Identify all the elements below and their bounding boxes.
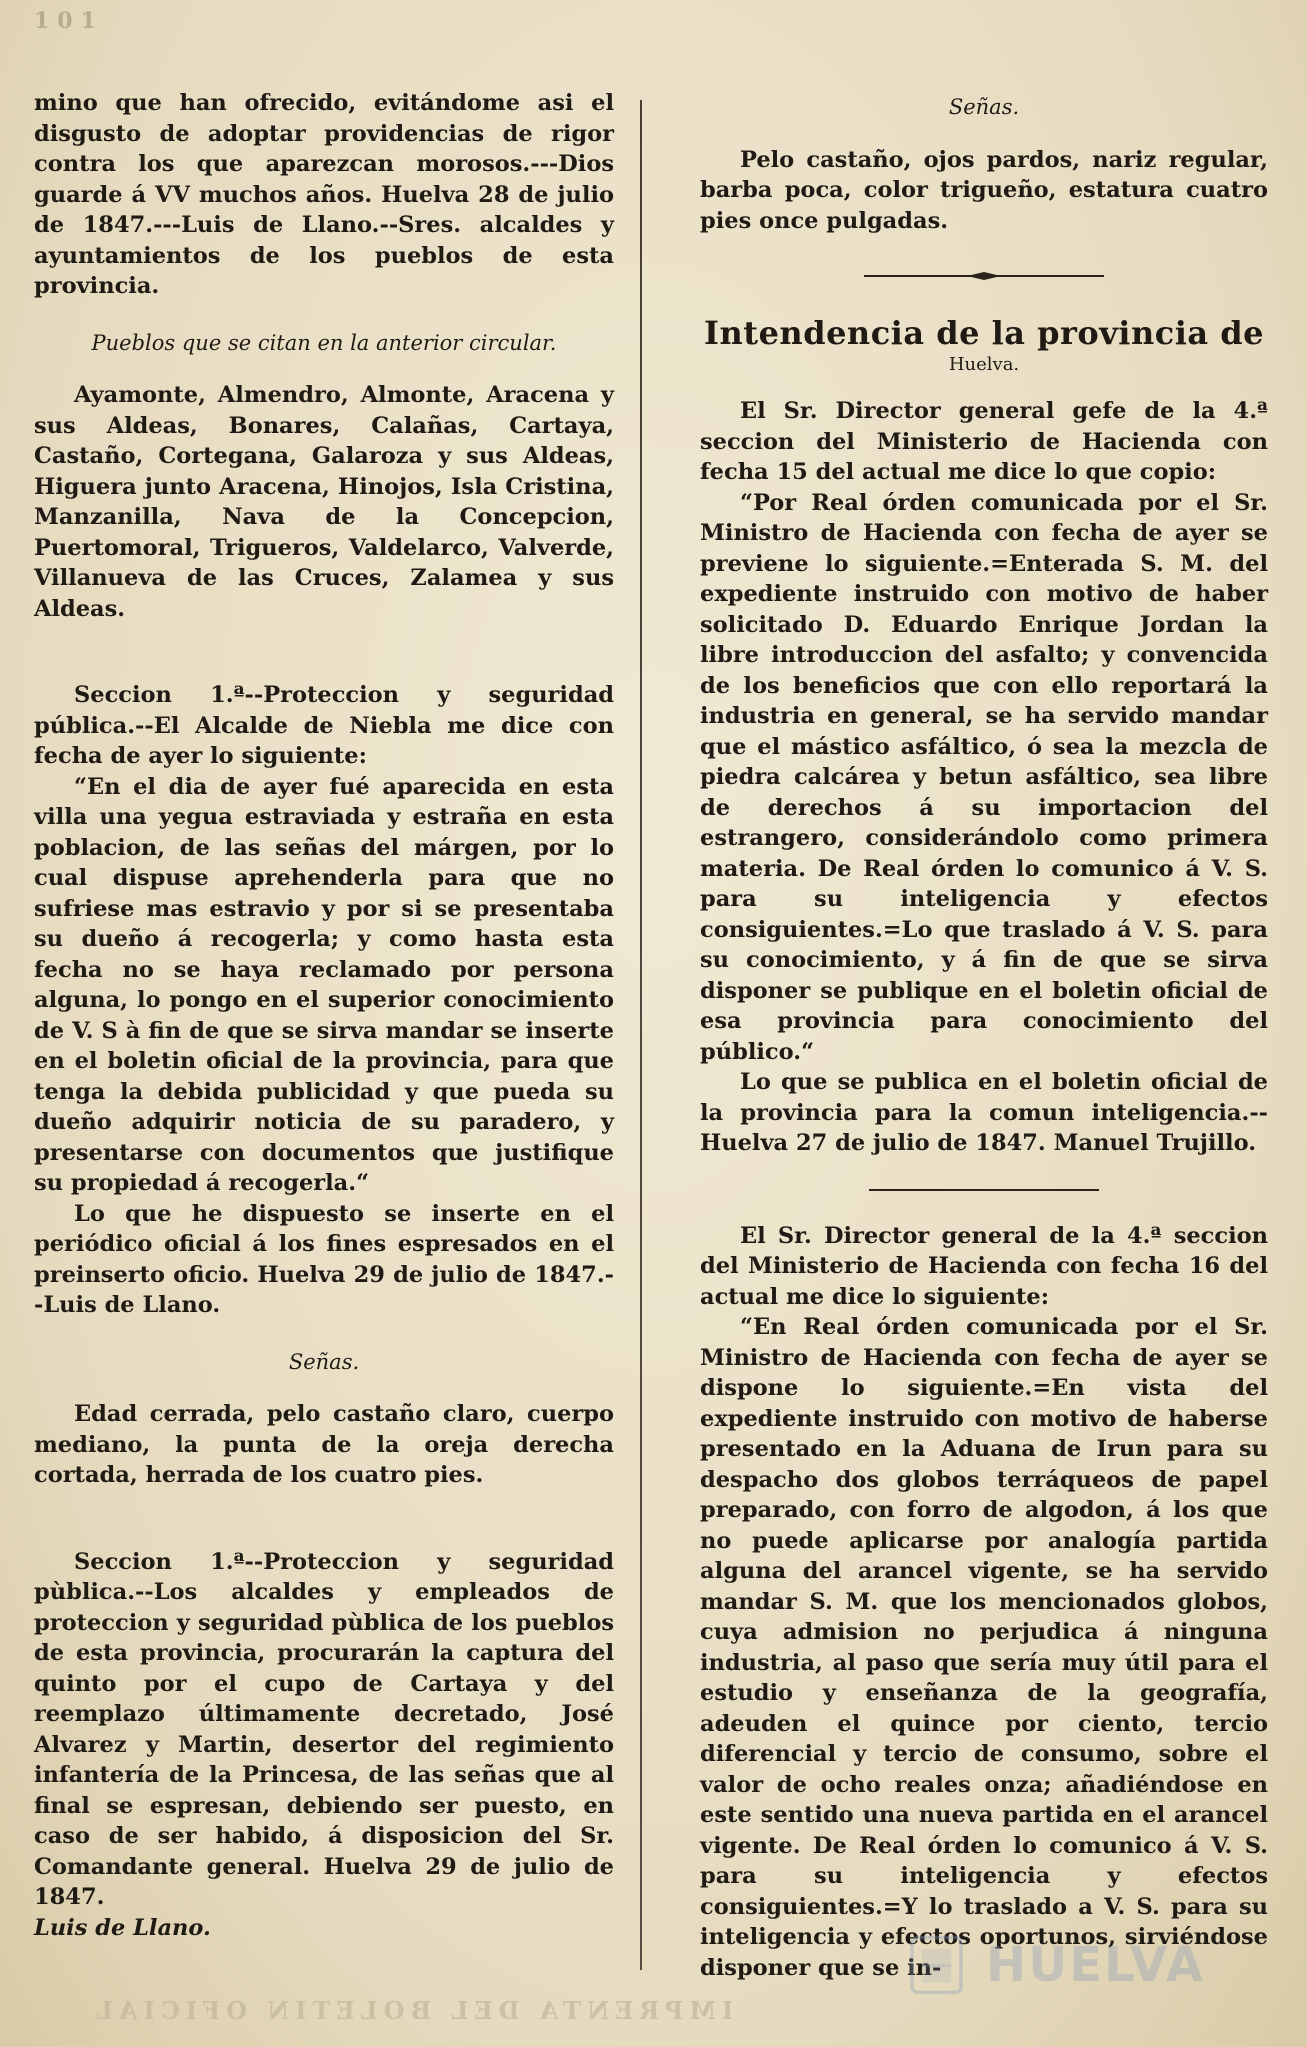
towns-caption: Pueblos que se citan en la anterior circular. — [91, 330, 557, 355]
senas-caption-right: Señas. — [948, 95, 1020, 119]
archive-watermark — [905, 1910, 1205, 2020]
senas-text-left: Edad cerrada, pelo castaño claro, cuerpo mediano, la punta de la oreja derecha cortada, herrada de los cuatro pies. — [34, 1401, 614, 1488]
coat-of-arms-icon — [905, 1920, 968, 2010]
intendencia-heading: Intendencia de la provincia de — [704, 314, 1264, 352]
bleed-through-page-number: 101 — [34, 8, 104, 34]
section-1-close: Lo que he dispuesto se inserte en el periódico oficial á los fines espresados en el preinserto oficio. Huelva 29 de julio de 1847.--Luis de Llano. — [34, 1200, 614, 1318]
section-2-signature: Luis de Llano. — [34, 1914, 211, 1941]
section-1-intro: Seccion 1.ª--Proteccion y seguridad pública.--El Alcalde de Niebla me dice con fecha de ayer lo siguiente: — [34, 682, 614, 769]
intendencia-p2-quote: “En Real órden comunicada por el Sr. Ministro de Hacienda con fecha de ayer se dispone lo siguiente.=En vista del expediente instruido con motivo de haberse presentado en la Aduana de Irun para su despacho dos globos terráqueos de papel preparado, con forro de algodon, á los que no puede aplicarse por analogía partida alguna del arancel vigente, se ha servido mandar S. M. que los mencionados globos, cuya admision no perjudica á ninguna industria, al paso que sería muy útil para el estudio y enseñanza de la geografía, adeuden el quince por ciento, tercio diferencial y tercio de consumo, sobre el valor de ocho reales onza; añadiéndose en este sentido una nueva partida en el arancel vigente. De Real órden lo comunico á V. S. para su inteligencia y efectos consiguientes.=Y lo traslado a V. S. para su inteligencia y efectos oportunos, sirviéndose disponer que se in- — [700, 1314, 1268, 1981]
intendencia-p2-intro: El Sr. Director general de la 4.ª seccion del Ministerio de Hacienda con fecha 16 del actual me dice lo siguiente: — [700, 1222, 1268, 1310]
intendencia-p1-quote: “Por Real órden comunicada por el Sr. Ministro de Hacienda con fecha de ayer se previene lo siguiente.=Enterada S. M. del expediente instruido con motivo de haber solicitado D. Eduardo Enrique Jordan la libre introduccion del asfalto; y convencida de los beneficios que con ello reportará la industria en general, se ha servido mandar que el mástico asfáltico, ó sea la mezcla de piedra calcárea y betun asfáltico, sea libre de derechos á su importacion del estrangero, considerándolo como primera materia. De Real órden lo comunico á V. S. para su inteligencia y efectos consiguientes.=Lo que traslado á V. S. para su conocimiento, y á fin de que se sirva disponer se publique en el boletin oficial de esa provincia para conocimiento del público.“ — [700, 489, 1268, 1065]
section-rule — [869, 1189, 1099, 1191]
intendencia-subheading: Huelva. — [948, 354, 1020, 375]
towns-list: Ayamonte, Almendro, Almonte, Aracena y sus Aldeas, Bonares, Calañas, Cartaya, Castaño, Cortegana, Galaroza y sus Aldeas, Higuera junto Aracena, Hinojos, Isla Cristina, Manzanilla, Nava de la Concepcion, Puertomoral, Trigueros, Valdelarco, Valverde, Villanueva de las Cruces, Zalamea y sus Aldeas. — [34, 382, 614, 622]
column-divider — [640, 100, 642, 1970]
senas-caption-left: Señas. — [288, 1349, 360, 1374]
left-column — [34, 88, 614, 1943]
right-column — [700, 88, 1268, 1983]
section-2-text: Seccion 1.ª--Proteccion y seguridad pùblica.--Los alcaldes y empleados de proteccion y seguridad pùblica de los pueblos de esta provincia, procurarán la captura del quinto por el cupo de Cartaya y del reemplazo últimamente decretado, José Alvarez y Martin, desertor del regimiento infantería de la Princesa, de las señas que al final se espresan, debiendo ser puesto, en caso de ser habido, á disposicion del Sr. Comandante general. Huelva 29 de julio de 1847. — [34, 1548, 614, 1910]
bleed-through-imprint: IMPRENTA DEL BOLETIN OFICIAL — [90, 1996, 734, 2025]
circular-ending: mino que han ofrecido, evitándome asi el disgusto de adoptar providencias de rigor contra los que aparezcan morosos.---Dios guarde á VV muchos años. Huelva 28 de julio de 1847.---Luis de Llano.--Sres. alcaldes y ayuntamientos de los pueblos de esta provincia. — [34, 90, 614, 299]
intendencia-p1-close: Lo que se publica en el boletin oficial de la provincia para la comun inteligencia.--Huelva 27 de julio de 1847. Manuel Trujillo. — [700, 1069, 1268, 1156]
ornamental-rule — [864, 272, 1104, 280]
intendencia-p1-intro: El Sr. Director general gefe de la 4.ª seccion del Ministerio de Hacienda con fecha 15 del actual me dice lo que copio: — [700, 398, 1268, 485]
watermark-text: HUELVA — [986, 1937, 1205, 1993]
section-1-quote: “En el dia de ayer fué aparecida en esta villa una yegua estraviada y estraña en esta poblacion, de las señas del márgen, por lo cual dispuse aprehenderla para que no sufriese mas estravio y por si se presentaba su dueño á recogerla; y como hasta esta fecha no se haya reclamado por persona alguna, lo pongo en el superior conocimiento de V. S à fin de que se sirva mandar se inserte en el boletin oficial de la provincia, para que tenga la debida publicidad y que pueda su dueño adquirir noticia de su paradero, y presentarse con documentos que justifique su propiedad á recogerla.“ — [34, 773, 614, 1196]
senas-text-right: Pelo castaño, ojos pardos, nariz regular, barba poca, color trigueño, estatura cuatro pies once pulgadas. — [700, 146, 1268, 234]
